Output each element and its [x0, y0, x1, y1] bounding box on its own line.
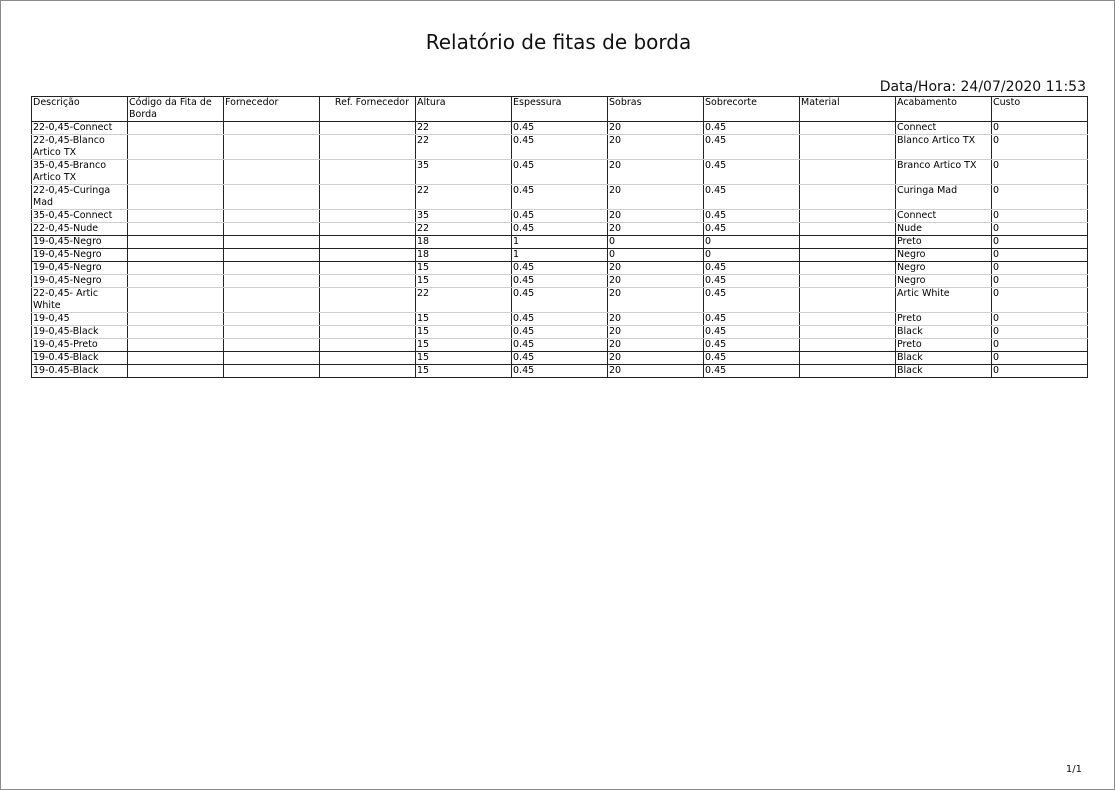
- cell-sobrecorte: 0.45: [704, 365, 800, 378]
- cell-altura: 22: [416, 223, 512, 236]
- cell-sobrecorte: 0.45: [704, 135, 800, 160]
- cell-material: [800, 236, 896, 249]
- report-datetime: Data/Hora: 24/07/2020 11:53: [879, 79, 1086, 95]
- cell-espessura: 0.45: [512, 313, 608, 326]
- cell-fornecedor: [224, 210, 320, 223]
- cell-altura: 22: [416, 185, 512, 210]
- cell-descricao: 22-0,45-Curinga Mad: [32, 185, 128, 210]
- cell-fornecedor: [224, 339, 320, 352]
- table-row: [32, 210, 1088, 223]
- cell-custo: 0: [992, 135, 1088, 160]
- table-row: [32, 262, 1088, 275]
- cell-ref-fornecedor: [320, 122, 416, 135]
- cell-fornecedor: [224, 249, 320, 262]
- cell-acabamento: Blanco Artico TX: [896, 135, 992, 160]
- table-row: [32, 160, 1088, 185]
- cell-ref-fornecedor: [320, 223, 416, 236]
- cell-sobrecorte: 0.45: [704, 262, 800, 275]
- cell-custo: 0: [992, 339, 1088, 352]
- cell-espessura: 1: [512, 249, 608, 262]
- cell-sobras: 20: [608, 262, 704, 275]
- column-header-fornecedor: Fornecedor: [224, 97, 320, 122]
- cell-espessura: 0.45: [512, 339, 608, 352]
- cell-material: [800, 326, 896, 339]
- cell-altura: 15: [416, 275, 512, 288]
- cell-espessura: 0.45: [512, 185, 608, 210]
- cell-sobras: 20: [608, 185, 704, 210]
- cell-material: [800, 135, 896, 160]
- cell-sobras: 20: [608, 122, 704, 135]
- cell-altura: 18: [416, 236, 512, 249]
- cell-custo: 0: [992, 185, 1088, 210]
- cell-material: [800, 365, 896, 378]
- cell-custo: 0: [992, 326, 1088, 339]
- cell-fornecedor: [224, 275, 320, 288]
- cell-material: [800, 275, 896, 288]
- cell-sobras: 20: [608, 223, 704, 236]
- cell-material: [800, 352, 896, 365]
- column-header-sobrecorte: Sobrecorte: [704, 97, 800, 122]
- cell-material: [800, 262, 896, 275]
- cell-descricao: 35-0,45-Branco Artico TX: [32, 160, 128, 185]
- cell-custo: 0: [992, 160, 1088, 185]
- cell-sobrecorte: 0.45: [704, 288, 800, 313]
- cell-sobrecorte: 0.45: [704, 210, 800, 223]
- cell-altura: 15: [416, 326, 512, 339]
- cell-acabamento: Artic White: [896, 288, 992, 313]
- cell-fornecedor: [224, 288, 320, 313]
- cell-acabamento: Branco Artico TX: [896, 160, 992, 185]
- cell-sobras: 20: [608, 135, 704, 160]
- cell-sobras: 20: [608, 210, 704, 223]
- cell-custo: 0: [992, 365, 1088, 378]
- cell-sobras: 20: [608, 313, 704, 326]
- cell-sobras: 20: [608, 275, 704, 288]
- cell-altura: 15: [416, 352, 512, 365]
- cell-sobras: 20: [608, 326, 704, 339]
- cell-sobrecorte: 0.45: [704, 185, 800, 210]
- column-header-descricao: Descrição: [32, 97, 128, 122]
- cell-descricao: 22-0,45-Connect: [32, 122, 128, 135]
- cell-ref-fornecedor: [320, 160, 416, 185]
- cell-ref-fornecedor: [320, 210, 416, 223]
- cell-altura: 15: [416, 339, 512, 352]
- table-row: [32, 122, 1088, 135]
- cell-sobrecorte: 0.45: [704, 275, 800, 288]
- cell-ref-fornecedor: [320, 288, 416, 313]
- cell-sobras: 20: [608, 160, 704, 185]
- cell-descricao: 22-0,45- Artic White: [32, 288, 128, 313]
- cell-fornecedor: [224, 160, 320, 185]
- cell-espessura: 0.45: [512, 122, 608, 135]
- cell-codigo: [128, 262, 224, 275]
- cell-custo: 0: [992, 352, 1088, 365]
- cell-altura: 35: [416, 210, 512, 223]
- cell-acabamento: Negro: [896, 275, 992, 288]
- cell-codigo: [128, 365, 224, 378]
- column-header-espessura: Espessura: [512, 97, 608, 122]
- table-row: [32, 185, 1088, 210]
- cell-acabamento: Negro: [896, 249, 992, 262]
- cell-material: [800, 185, 896, 210]
- cell-material: [800, 210, 896, 223]
- cell-sobrecorte: 0.45: [704, 160, 800, 185]
- cell-acabamento: Preto: [896, 339, 992, 352]
- cell-ref-fornecedor: [320, 365, 416, 378]
- cell-espessura: 0.45: [512, 262, 608, 275]
- cell-altura: 22: [416, 288, 512, 313]
- cell-ref-fornecedor: [320, 275, 416, 288]
- cell-altura: 18: [416, 249, 512, 262]
- cell-codigo: [128, 210, 224, 223]
- cell-custo: 0: [992, 313, 1088, 326]
- cell-ref-fornecedor: [320, 135, 416, 160]
- column-header-codigo: Código da Fita de Borda: [128, 97, 224, 122]
- cell-espessura: 0.45: [512, 210, 608, 223]
- cell-descricao: 19-0,45-Negro: [32, 275, 128, 288]
- table-row: [32, 288, 1088, 313]
- cell-sobras: 20: [608, 365, 704, 378]
- column-header-custo: Custo: [992, 97, 1088, 122]
- cell-sobrecorte: 0.45: [704, 352, 800, 365]
- cell-ref-fornecedor: [320, 313, 416, 326]
- cell-descricao: 19-0,45: [32, 313, 128, 326]
- cell-descricao: 19-0,45-Negro: [32, 249, 128, 262]
- cell-codigo: [128, 236, 224, 249]
- cell-acabamento: Black: [896, 365, 992, 378]
- cell-material: [800, 122, 896, 135]
- cell-ref-fornecedor: [320, 249, 416, 262]
- cell-custo: 0: [992, 122, 1088, 135]
- cell-espessura: 1: [512, 236, 608, 249]
- cell-fornecedor: [224, 352, 320, 365]
- cell-descricao: 22-0,45-Nude: [32, 223, 128, 236]
- table-row: [32, 326, 1088, 339]
- cell-sobras: 0: [608, 249, 704, 262]
- cell-acabamento: Connect: [896, 122, 992, 135]
- cell-espessura: 0.45: [512, 365, 608, 378]
- cell-sobrecorte: 0.45: [704, 326, 800, 339]
- cell-sobrecorte: 0.45: [704, 339, 800, 352]
- column-header-sobras: Sobras: [608, 97, 704, 122]
- cell-acabamento: Preto: [896, 236, 992, 249]
- cell-sobras: 20: [608, 352, 704, 365]
- column-header-altura: Altura: [416, 97, 512, 122]
- cell-acabamento: Black: [896, 326, 992, 339]
- column-header-ref-fornecedor: Ref. Fornecedor: [320, 97, 416, 122]
- cell-sobrecorte: 0: [704, 249, 800, 262]
- cell-acabamento: Preto: [896, 313, 992, 326]
- cell-fornecedor: [224, 135, 320, 160]
- cell-ref-fornecedor: [320, 262, 416, 275]
- cell-material: [800, 249, 896, 262]
- cell-sobras: 0: [608, 236, 704, 249]
- cell-acabamento: Negro: [896, 262, 992, 275]
- cell-descricao: 19-0,45-Black: [32, 326, 128, 339]
- cell-custo: 0: [992, 236, 1088, 249]
- cell-fornecedor: [224, 236, 320, 249]
- cell-acabamento: Curinga Mad: [896, 185, 992, 210]
- cell-sobrecorte: 0.45: [704, 122, 800, 135]
- cell-material: [800, 288, 896, 313]
- cell-descricao: 19-0,45-Preto: [32, 339, 128, 352]
- cell-sobrecorte: 0.45: [704, 313, 800, 326]
- cell-descricao: 19-0.45-Black: [32, 352, 128, 365]
- cell-fornecedor: [224, 326, 320, 339]
- cell-espessura: 0.45: [512, 160, 608, 185]
- cell-codigo: [128, 249, 224, 262]
- cell-altura: 22: [416, 135, 512, 160]
- column-header-acabamento: Acabamento: [896, 97, 992, 122]
- cell-codigo: [128, 223, 224, 236]
- cell-sobrecorte: 0.45: [704, 223, 800, 236]
- cell-codigo: [128, 135, 224, 160]
- cell-codigo: [128, 122, 224, 135]
- column-header-material: Material: [800, 97, 896, 122]
- cell-descricao: 35-0,45-Connect: [32, 210, 128, 223]
- cell-sobrecorte: 0: [704, 236, 800, 249]
- cell-codigo: [128, 352, 224, 365]
- cell-altura: 22: [416, 122, 512, 135]
- table-header-row: [32, 97, 1088, 122]
- edge-band-table: [31, 96, 1088, 378]
- cell-material: [800, 160, 896, 185]
- table-row: [32, 352, 1088, 365]
- cell-espessura: 0.45: [512, 135, 608, 160]
- cell-fornecedor: [224, 122, 320, 135]
- cell-custo: 0: [992, 262, 1088, 275]
- page-number: 1/1: [1065, 764, 1082, 775]
- cell-ref-fornecedor: [320, 352, 416, 365]
- cell-material: [800, 313, 896, 326]
- cell-custo: 0: [992, 275, 1088, 288]
- cell-fornecedor: [224, 262, 320, 275]
- cell-material: [800, 339, 896, 352]
- cell-codigo: [128, 185, 224, 210]
- cell-fornecedor: [224, 223, 320, 236]
- cell-acabamento: Black: [896, 352, 992, 365]
- cell-ref-fornecedor: [320, 185, 416, 210]
- cell-custo: 0: [992, 249, 1088, 262]
- cell-codigo: [128, 313, 224, 326]
- cell-espessura: 0.45: [512, 275, 608, 288]
- table-body: [32, 122, 1088, 378]
- cell-ref-fornecedor: [320, 326, 416, 339]
- cell-codigo: [128, 339, 224, 352]
- cell-fornecedor: [224, 365, 320, 378]
- cell-ref-fornecedor: [320, 339, 416, 352]
- cell-descricao: 19-0.45-Black: [32, 365, 128, 378]
- cell-fornecedor: [224, 313, 320, 326]
- cell-sobras: 20: [608, 339, 704, 352]
- table-row: [32, 236, 1088, 249]
- table-row: [32, 275, 1088, 288]
- table-row: [32, 365, 1088, 378]
- table-row: [32, 313, 1088, 326]
- cell-custo: 0: [992, 223, 1088, 236]
- cell-custo: 0: [992, 288, 1088, 313]
- cell-altura: 15: [416, 262, 512, 275]
- cell-acabamento: Connect: [896, 210, 992, 223]
- report-title: Relatório de fitas de borda: [425, 30, 692, 54]
- cell-altura: 35: [416, 160, 512, 185]
- table-row: [32, 135, 1088, 160]
- cell-codigo: [128, 160, 224, 185]
- cell-custo: 0: [992, 210, 1088, 223]
- cell-codigo: [128, 275, 224, 288]
- cell-espessura: 0.45: [512, 326, 608, 339]
- cell-descricao: 19-0,45-Negro: [32, 262, 128, 275]
- cell-altura: 15: [416, 313, 512, 326]
- cell-acabamento: Nude: [896, 223, 992, 236]
- table-row: [32, 249, 1088, 262]
- cell-codigo: [128, 288, 224, 313]
- cell-codigo: [128, 326, 224, 339]
- cell-descricao: 22-0,45-Blanco Artico TX: [32, 135, 128, 160]
- cell-fornecedor: [224, 185, 320, 210]
- cell-material: [800, 223, 896, 236]
- cell-ref-fornecedor: [320, 236, 416, 249]
- cell-espessura: 0.45: [512, 223, 608, 236]
- cell-altura: 15: [416, 365, 512, 378]
- cell-descricao: 19-0,45-Negro: [32, 236, 128, 249]
- cell-espessura: 0.45: [512, 288, 608, 313]
- table-row: [32, 223, 1088, 236]
- table-row: [32, 339, 1088, 352]
- cell-espessura: 0.45: [512, 352, 608, 365]
- cell-sobras: 20: [608, 288, 704, 313]
